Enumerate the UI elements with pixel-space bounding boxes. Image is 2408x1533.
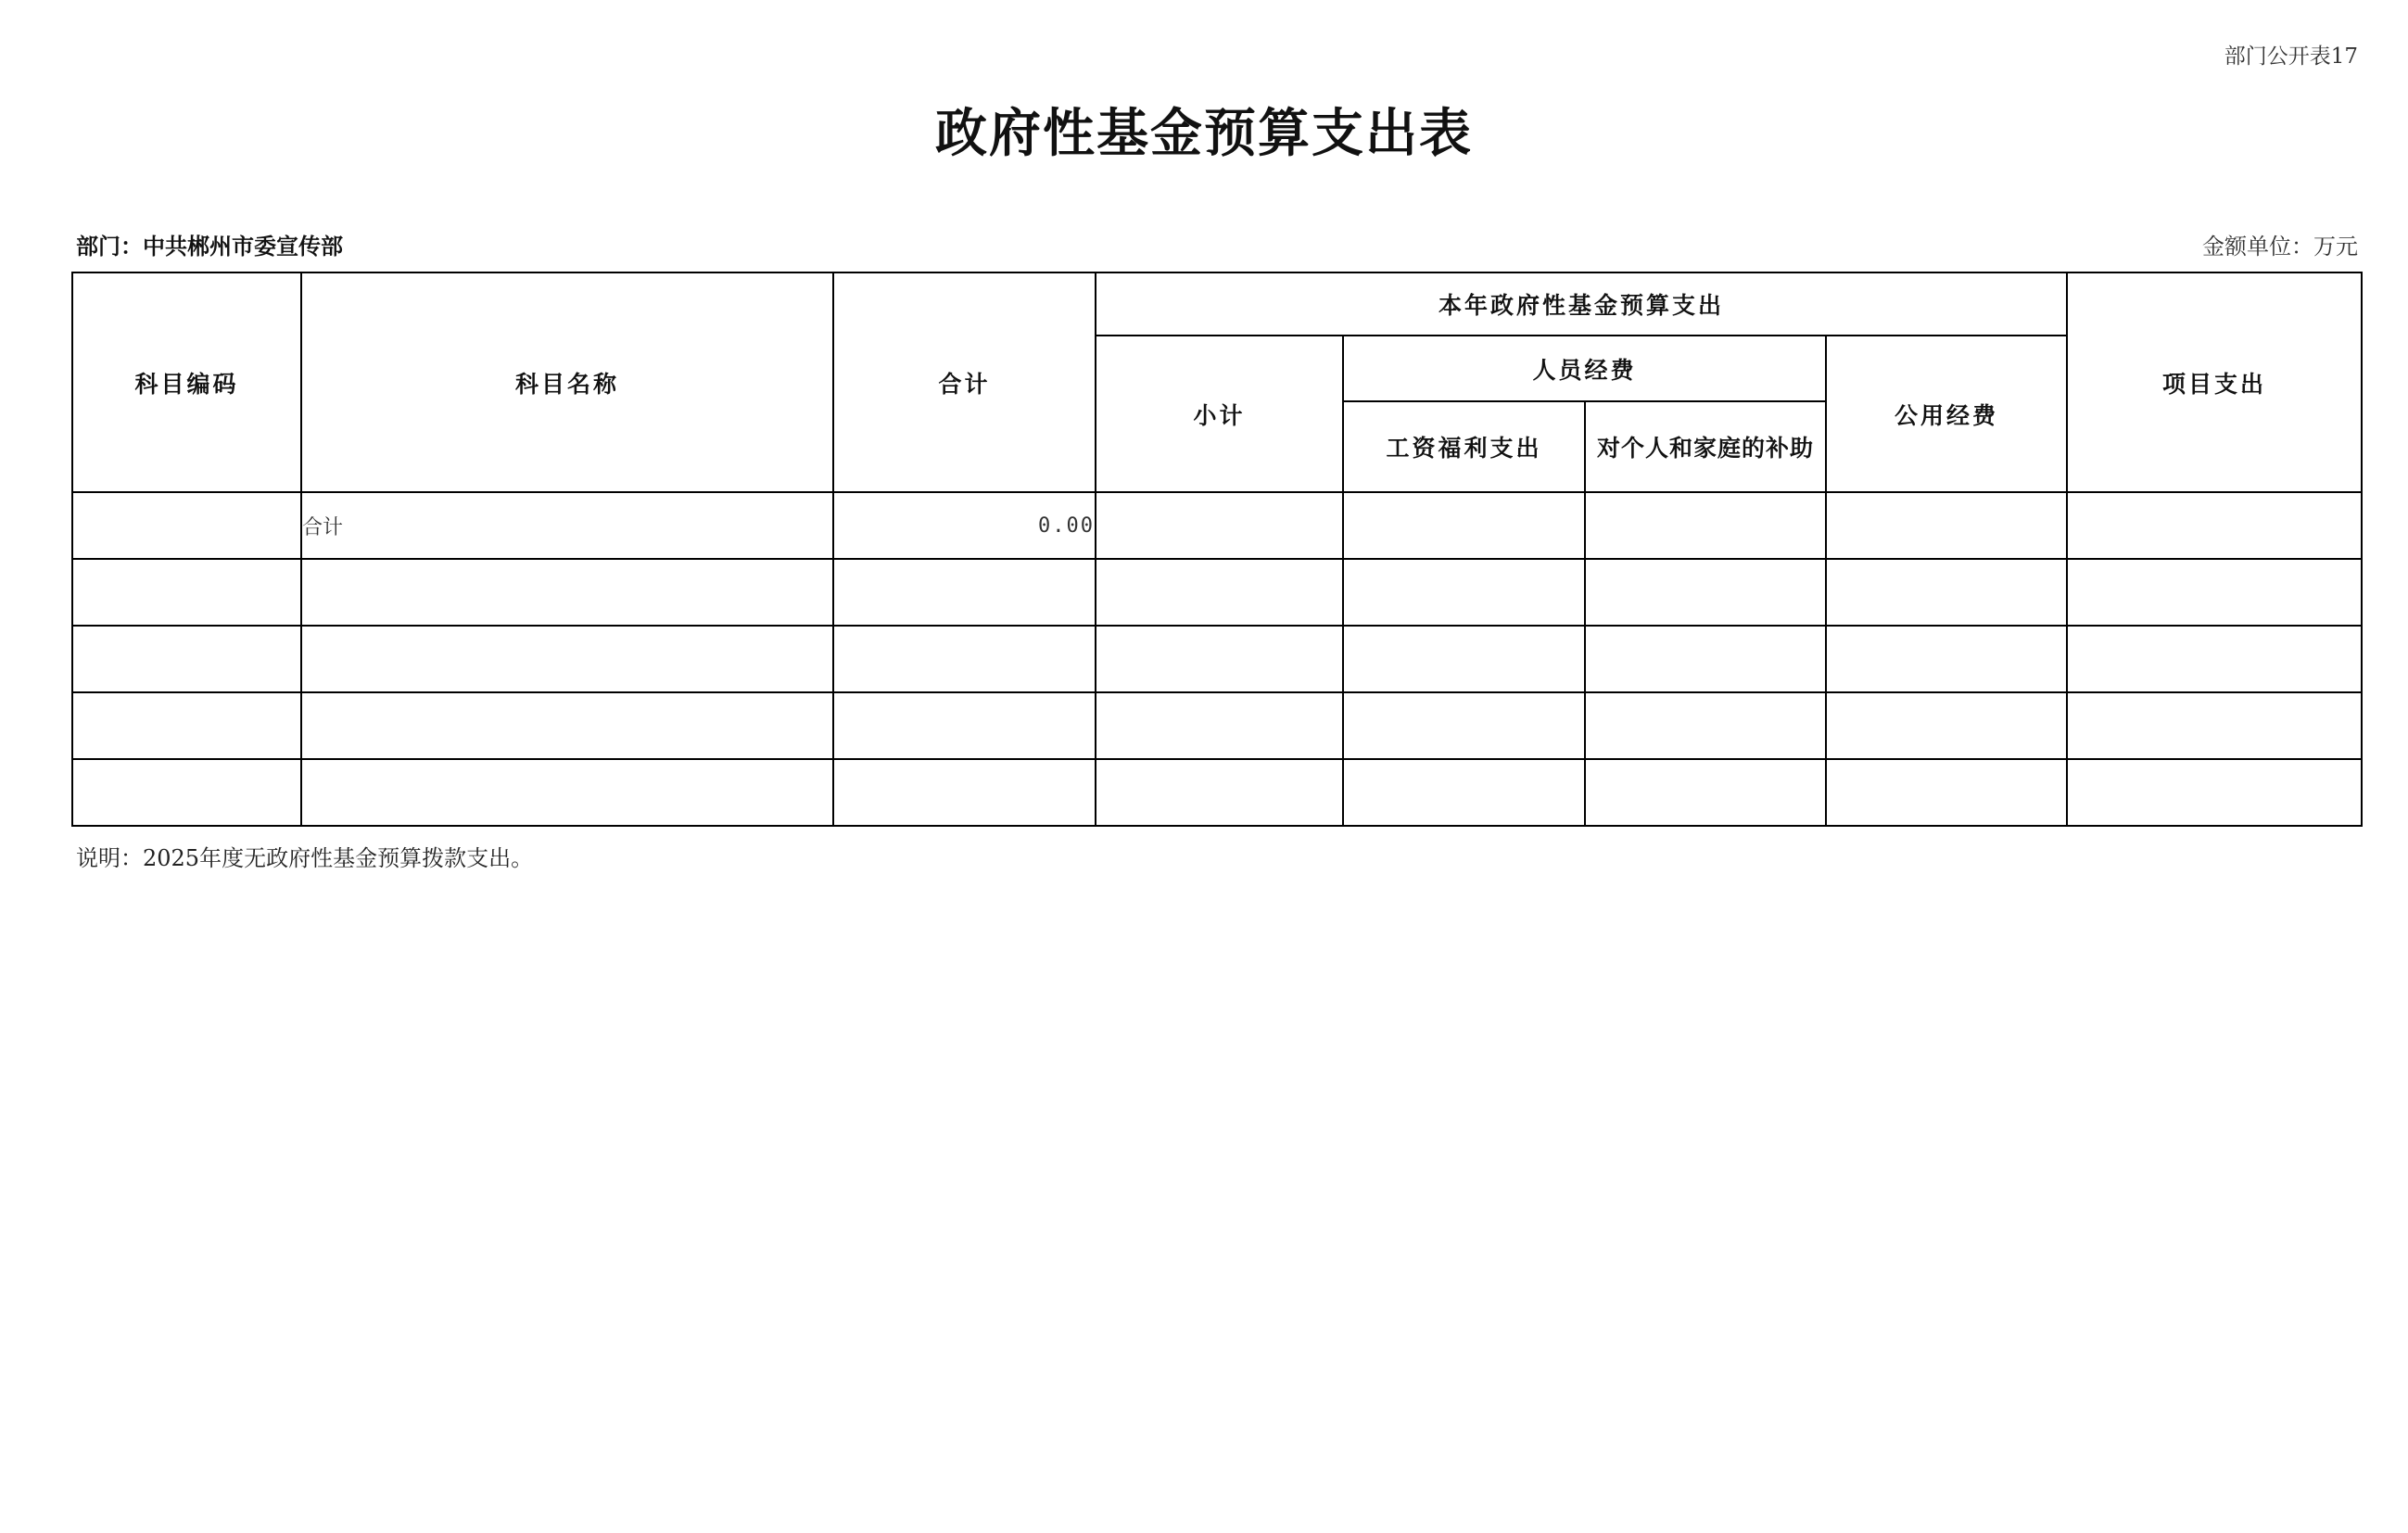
header-project: 项目支出: [2067, 272, 2362, 492]
cell-subtotal: [1096, 692, 1343, 759]
cell-subtotal: [1096, 626, 1343, 692]
header-wages: 工资福利支出: [1343, 401, 1585, 492]
cell-subsidies: [1585, 759, 1826, 826]
header-personnel: 人员经费: [1343, 336, 1826, 401]
header-subsidies: 对个人和家庭的补助: [1585, 401, 1826, 492]
cell-public: [1826, 759, 2067, 826]
page-title: 政府性基金预算支出表: [935, 103, 1473, 164]
table-row: [72, 692, 2362, 759]
cell-name: [301, 559, 833, 626]
cell-project: [2067, 692, 2362, 759]
header-public: 公用经费: [1826, 336, 2067, 492]
cell-name: 合计: [301, 492, 833, 559]
cell-wages: [1343, 492, 1585, 559]
cell-code: [72, 626, 301, 692]
cell-wages: [1343, 692, 1585, 759]
header-code: 科目编码: [72, 272, 301, 492]
cell-project: [2067, 559, 2362, 626]
budget-table: [71, 272, 2363, 827]
footnote: 说明：2025年度无政府性基金预算拨款支出。: [76, 845, 534, 871]
cell-name: [301, 626, 833, 692]
cell-code: [72, 692, 301, 759]
cell-project: [2067, 492, 2362, 559]
header-current-year: 本年政府性基金预算支出: [1096, 272, 2067, 336]
table-row: [72, 759, 2362, 826]
table-row: [72, 559, 2362, 626]
cell-name: [301, 759, 833, 826]
cell-project: [2067, 759, 2362, 826]
cell-total: [833, 559, 1096, 626]
cell-name: [301, 692, 833, 759]
cell-subtotal: [1096, 559, 1343, 626]
cell-project: [2067, 626, 2362, 692]
amount-unit-label: 金额单位：万元: [2202, 234, 2358, 260]
cell-code: [72, 759, 301, 826]
cell-total: [833, 626, 1096, 692]
cell-total: [833, 759, 1096, 826]
cell-subsidies: [1585, 559, 1826, 626]
table-row: [72, 492, 2362, 559]
table-row: [72, 626, 2362, 692]
form-code: 部门公开表17: [2224, 44, 2358, 69]
cell-total: 0.00: [833, 492, 1096, 559]
header-name: 科目名称: [301, 272, 833, 492]
table-body: [72, 492, 2362, 826]
cell-public: [1826, 492, 2067, 559]
header-total: 合计: [833, 272, 1096, 492]
cell-subsidies: [1585, 626, 1826, 692]
department-label: 部门：中共郴州市委宣传部: [76, 233, 343, 260]
cell-total: [833, 692, 1096, 759]
cell-public: [1826, 626, 2067, 692]
cell-code: [72, 559, 301, 626]
cell-wages: [1343, 759, 1585, 826]
cell-public: [1826, 692, 2067, 759]
cell-code: [72, 492, 301, 559]
cell-subtotal: [1096, 492, 1343, 559]
cell-subsidies: [1585, 492, 1826, 559]
cell-subtotal: [1096, 759, 1343, 826]
cell-wages: [1343, 626, 1585, 692]
cell-public: [1826, 559, 2067, 626]
header-subtotal: 小计: [1096, 336, 1343, 492]
cell-subsidies: [1585, 692, 1826, 759]
cell-wages: [1343, 559, 1585, 626]
